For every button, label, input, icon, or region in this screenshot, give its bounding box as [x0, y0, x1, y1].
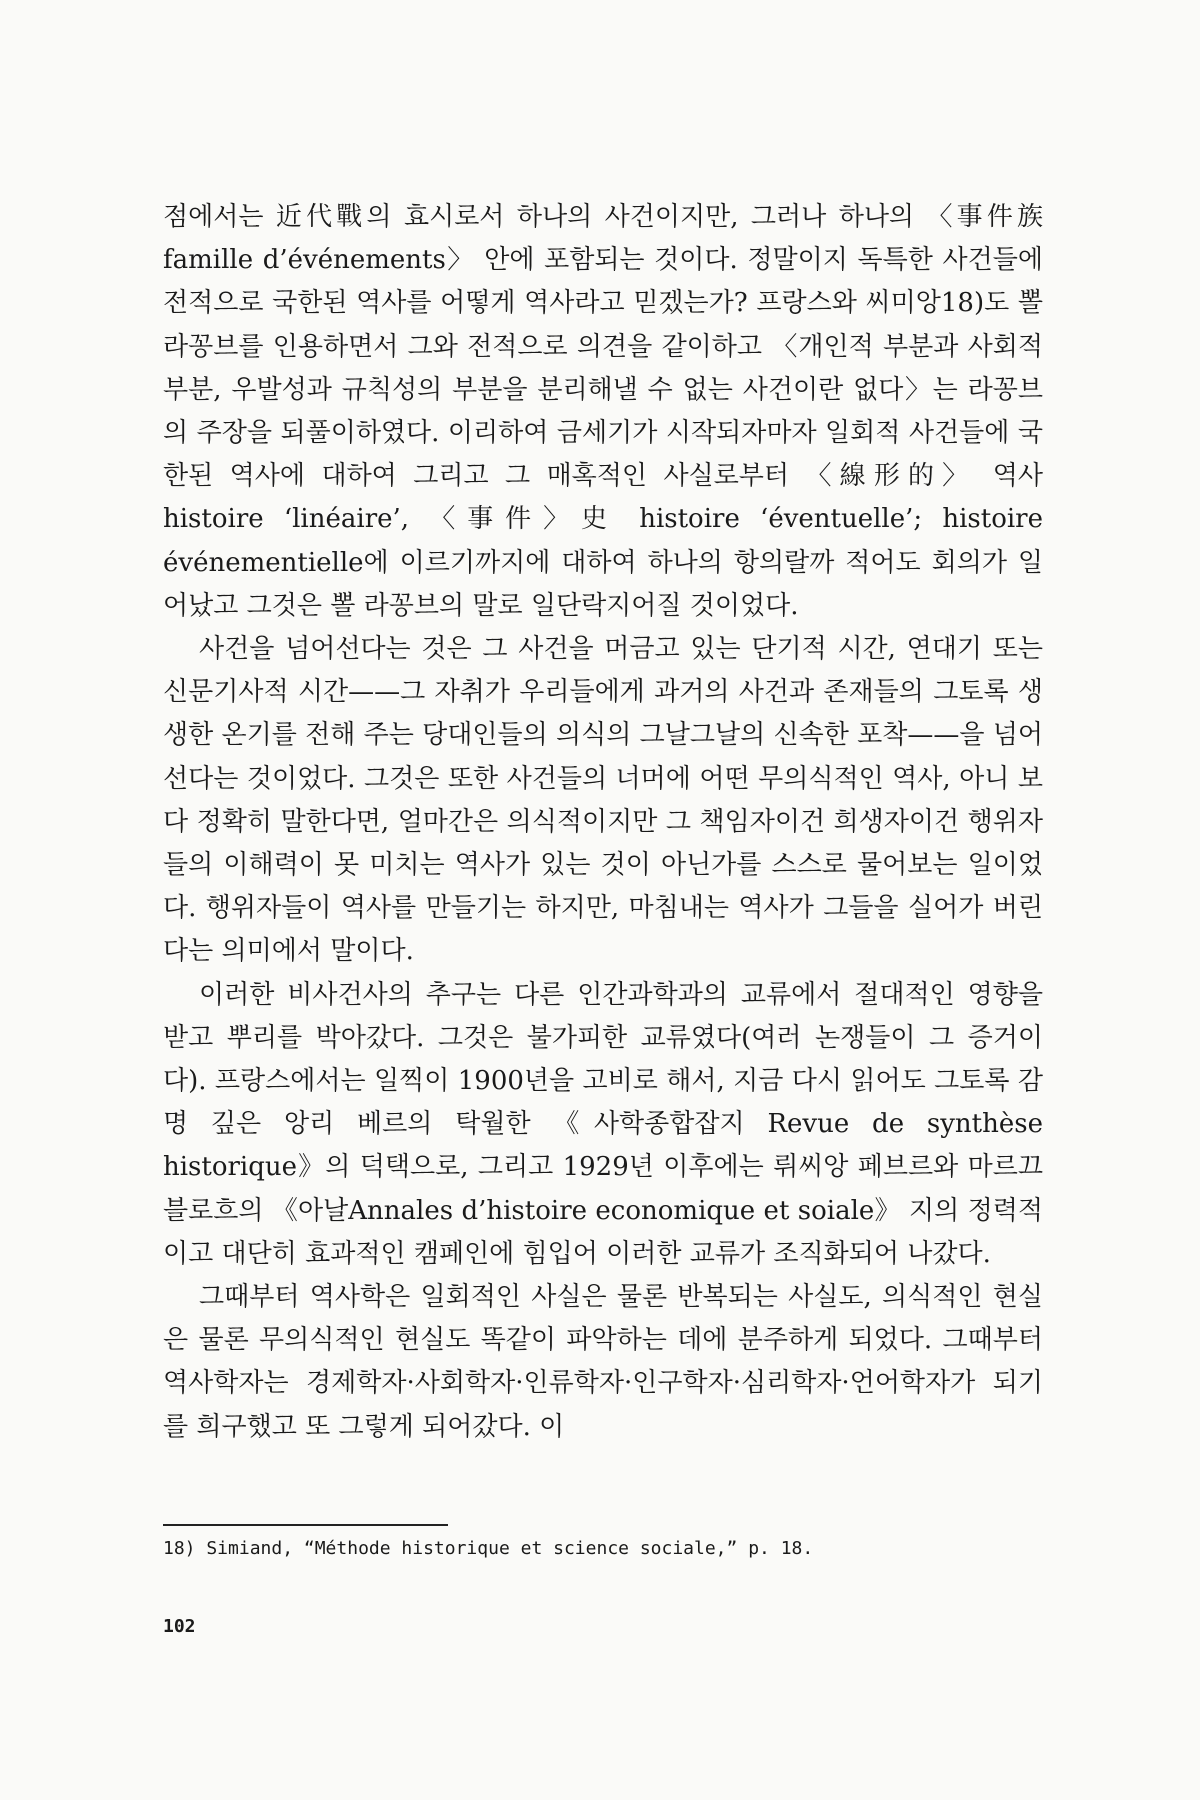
- page-number: 102: [163, 1616, 196, 1637]
- paragraph-4: 그때부터 역사학은 일회적인 사실은 물론 반복되는 사실도, 의식적인 현실은 물론 무의식적인 현실도 똑같이 파악하는 데에 분주하게 되었다. 그때부터 역사학자는 경제학자·사회학자·인류학자·인구학자·심리학자·언어학자가 되기를 희구했고 또 그렇게 되어갔다. 이: [163, 1282, 1043, 1442]
- paragraph-1: 점에서는 近代戰의 효시로서 하나의 사건이지만, 그러나 하나의 〈事件族 famille d’événements〉 안에 포함되는 것이다. 정말이지 독특한 사건들에 전적으로 국한된 역사를 어떻게 역사라고 믿겠는가? 프랑스와 씨미앙18)도 뽈 라꽁브를 인용하면서 그와 전적으로 의견을 같이하고 〈개인적 부분과 사회적 부분, 우발성과 규칙성의 부분을 분리해낼 수 없는 사건이란 없다〉는 라꽁브의 주장을 되풀이하였다. 이리하여 금세기가 시작되자마자 일회적 사건들에 국한된 역사에 대하여 그리고 그 매혹적인 사실로부터 〈線形的〉 역사 histoire ‘linéaire’, 〈事件〉史 histoire ‘éventuelle’; histoire événementielle에 이르기까지에 대하여 하나의 항의랄까 적어도 회의가 일어났고 그것은 뽈 라꽁브의 말로 일단락지어질 것이었다.: [163, 202, 1043, 621]
- footnote-divider: [163, 1524, 448, 1526]
- paragraph-2: 사건을 넘어선다는 것은 그 사건을 머금고 있는 단기적 시간, 연대기 또는 신문기사적 시간——그 자취가 우리들에게 과거의 사건과 존재들의 그토록 생생한 온기를 전해 주는 당대인들의 의식의 그날그날의 신속한 포착——을 넘어선다는 것이었다. 그것은 또한 사건들의 너머에 어떤 무의식적인 역사, 아니 보다 정확히 말한다면, 얼마간은 의식적이지만 그 책임자이건 희생자이건 행위자들의 이해력이 못 미치는 역사가 있는 것이 아닌가를 스스로 물어보는 일이었다. 행위자들이 역사를 만들기는 하지만, 마침내는 역사가 그들을 실어가 버린다는 의미에서 말이다.: [163, 634, 1043, 967]
- paragraph-3: 이러한 비사건사의 추구는 다른 인간과학과의 교류에서 절대적인 영향을 받고 뿌리를 박아갔다. 그것은 불가피한 교류였다(여러 논쟁들이 그 증거이다). 프랑스에서는 일찍이 1900년을 고비로 해서, 지금 다시 읽어도 그토록 감명 깊은 앙리 베르의 탁월한 《사학종합잡지 Revue de synthèse historique》의 덕택으로, 그리고 1929년 이후에는 뤼씨앙 페브르와 마르끄 블로흐의 《아날Annales d’histoire economique et soiale》 지의 정력적이고 대단히 효과적인 캠페인에 힘입어 이러한 교류가 조직화되어 나갔다.: [163, 979, 1043, 1269]
- footnote: 18) Simiand, “Méthode historique et science sociale,” p. 18.: [163, 1538, 814, 1559]
- body-text: [163, 196, 1043, 1449]
